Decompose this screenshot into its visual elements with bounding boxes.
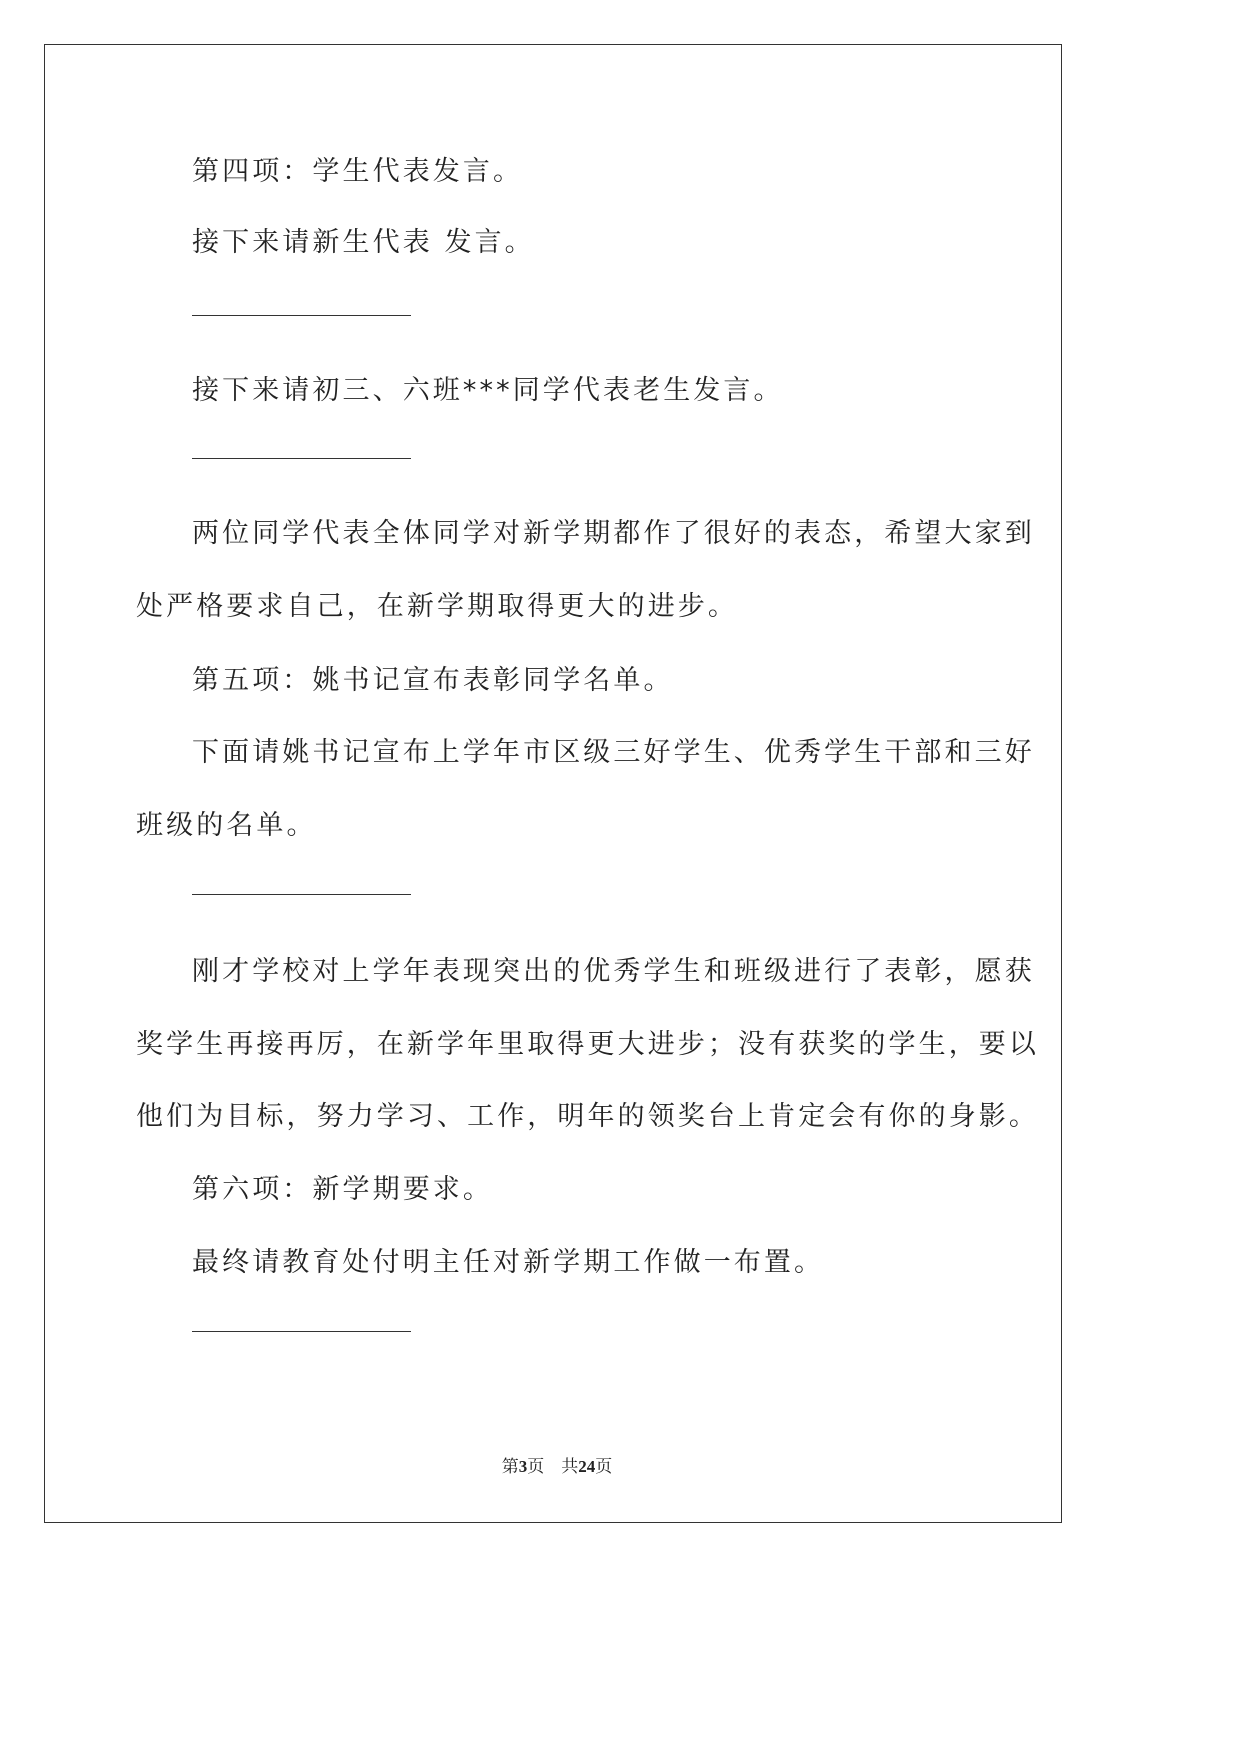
footer-suffix: 页: [595, 1457, 613, 1476]
heading-item-5: 第五项：姚书记宣布表彰同学名单。: [192, 665, 674, 696]
heading-item-6: 第六项：新学期要求。: [192, 1174, 493, 1205]
blank-rule: [192, 458, 411, 459]
paragraph-line: 班级的名单。: [136, 810, 317, 841]
blank-rule: [192, 894, 411, 895]
paragraph-line: 刚才学校对上学年表现突出的优秀学生和班级进行了表彰，愿获: [192, 956, 1035, 987]
page-border: [44, 44, 1062, 1523]
paragraph-final-arrangement: 最终请教育处付明主任对新学期工作做一布置。: [192, 1247, 825, 1278]
paragraph-new-student-speech: 接下来请新生代表 发言。: [192, 227, 535, 258]
paragraph-line: 处严格要求自己，在新学期取得更大的进步。: [136, 591, 738, 622]
paragraph-line: 奖学生再接再厉，在新学年里取得更大进步；没有获奖的学生，要以: [136, 1029, 1039, 1060]
footer-mid: 页 共: [527, 1457, 579, 1476]
paragraph-line: 下面请姚书记宣布上学年市区级三好学生、优秀学生干部和三好: [192, 737, 1035, 768]
footer-total-pages: 24: [578, 1457, 596, 1476]
blank-rule: [192, 315, 411, 316]
paragraph-old-student-speech: 接下来请初三、六班***同学代表老生发言。: [192, 375, 784, 406]
paragraph-line: 两位同学代表全体同学对新学期都作了很好的表态，希望大家到: [192, 518, 1035, 549]
page-footer: [0, 1452, 1114, 1477]
blank-rule: [192, 1331, 411, 1332]
footer-page-number: 3: [518, 1457, 528, 1476]
footer-prefix: 第: [501, 1457, 519, 1476]
heading-item-4: 第四项：学生代表发言。: [192, 156, 524, 187]
paragraph-line: 他们为目标，努力学习、工作，明年的领奖台上肯定会有你的身影。: [136, 1101, 1039, 1132]
